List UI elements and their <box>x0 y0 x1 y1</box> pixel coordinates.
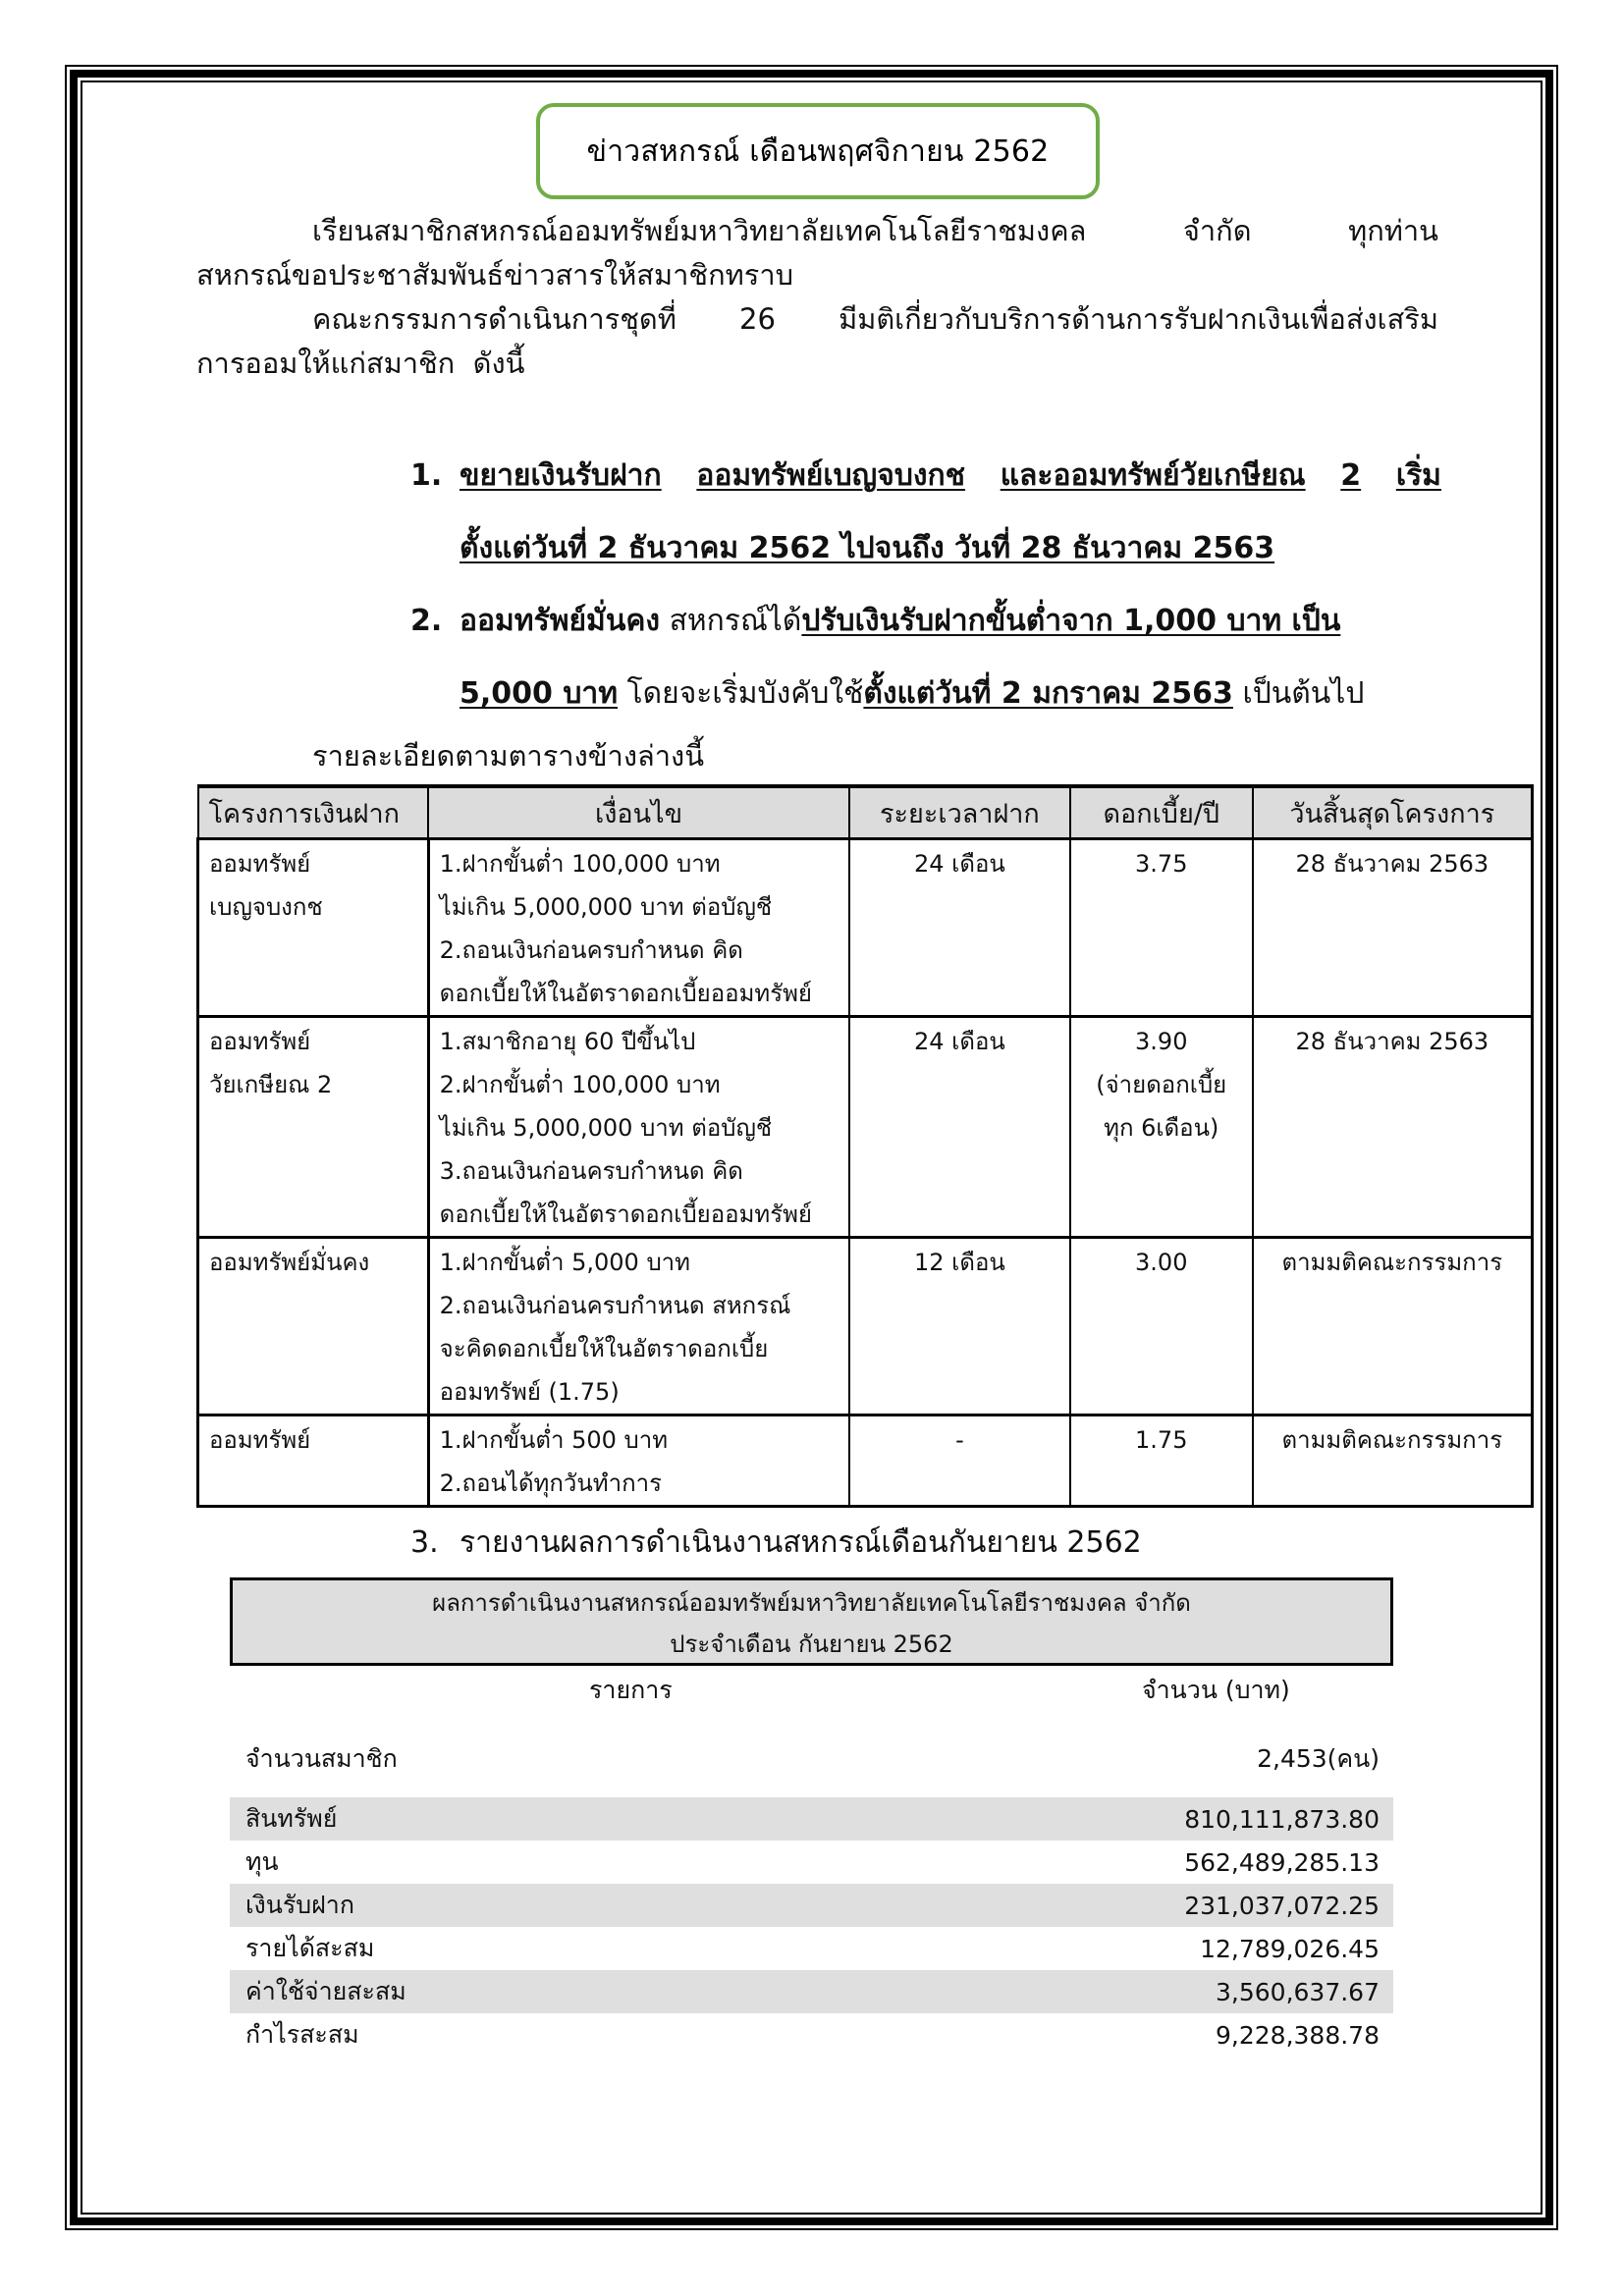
end-date-cell: ตามมติคณะกรรมการ <box>1253 1415 1533 1507</box>
item-text: ตั้งแต่วันที่ 2 ธันวาคม 2562 ไปจนถึง วันที่ 28 ธันวาคม 2563 <box>460 531 1275 565</box>
cell-text: (จ่ายดอกเบี้ย <box>1096 1071 1227 1098</box>
cell-text: ดอกเบี้ยให้ในอัตราดอกเบี้ยออมทรัพย์ <box>439 1201 812 1228</box>
cell-text: 1.ฝากขั้นต่ำ 100,000 บาท <box>439 850 721 878</box>
conditions-cell <box>428 1017 849 1238</box>
project-cell <box>198 1238 429 1415</box>
item-text: ขยายเงินรับฝาก <box>460 458 662 493</box>
item-text: โดยจะเริ่มบังคับใช้ <box>618 676 864 711</box>
newsletter-title: ข่าวสหกรณ์ เดือนพฤศจิกายน 2562 <box>586 133 1050 169</box>
cell-text: จะคิดดอกเบี้ยให้ในอัตราดอกเบี้ย <box>439 1335 769 1362</box>
intro-text: ทุกท่าน <box>1348 214 1438 247</box>
intro-text: คณะกรรมการดำเนินการชุดที่ <box>312 302 677 336</box>
column-header: ดอกเบี้ย/ปี <box>1070 786 1253 839</box>
summary-value: 12,789,026.45 <box>1200 1934 1380 1963</box>
summary-label: กำไรสะสม <box>245 2020 359 2049</box>
cell-text: 2.ถอนเงินก่อนครบกำหนด สหกรณ์ <box>439 1292 791 1319</box>
cell-text: 3.90 <box>1135 1028 1188 1055</box>
conditions-cell <box>428 1238 849 1415</box>
term-cell: 24 เดือน <box>849 1017 1070 1238</box>
table-header-row <box>198 786 1533 839</box>
project-cell <box>198 839 429 1017</box>
summary-label: รายได้สะสม <box>245 1934 375 1962</box>
project-cell <box>198 1415 429 1507</box>
rate-cell <box>1070 839 1253 1017</box>
item-text: ปรับเงินรับฝากขั้นต่ำจาก 1,000 บาท เป็น <box>801 604 1341 638</box>
item-text: ตั้งแต่วันที่ 2 มกราคม 2563 <box>863 676 1233 711</box>
cell-text: เบญจบงกช <box>209 893 323 921</box>
cell-text: ออมทรัพย์ <box>209 1426 311 1454</box>
conditions-cell <box>428 839 849 1017</box>
summary-value: 9,228,388.78 <box>1216 2020 1380 2050</box>
table-row <box>198 1415 1533 1507</box>
item-text: เป็นต้นไป <box>1232 676 1365 711</box>
rate-cell <box>1070 1238 1253 1415</box>
item-text: 5,000 บาท <box>460 676 619 711</box>
summary-label: ค่าใช้จ่ายสะสม <box>245 1977 406 2005</box>
item-number: 2. <box>410 604 443 638</box>
summary-members-row <box>230 1737 1393 1781</box>
cell-text: ทุก 6เดือน) <box>1104 1114 1219 1142</box>
summary-row <box>230 1841 1393 1884</box>
end-date-cell: ตามมติคณะกรรมการ <box>1253 1238 1533 1415</box>
term-cell: 24 เดือน <box>849 839 1070 1017</box>
rate-cell <box>1070 1415 1253 1507</box>
summary-period: ประจำเดือน กันยายน 2562 <box>670 1630 953 1658</box>
term-cell: 12 เดือน <box>849 1238 1070 1415</box>
project-cell <box>198 1017 429 1238</box>
summary-label: เงินรับฝาก <box>245 1891 354 1919</box>
cell-text: 1.75 <box>1135 1426 1188 1454</box>
cell-text: 2.ฝากขั้นต่ำ 100,000 บาท <box>439 1071 721 1098</box>
item-text: 2 <box>1340 458 1362 493</box>
summary-row <box>230 1884 1393 1927</box>
cell-text: 3.00 <box>1135 1249 1188 1276</box>
item-1-line-1 <box>460 440 1441 512</box>
section-title: รายงานผลการดำเนินงานสหกรณ์เดือนกันยายน 2562 <box>460 1525 1142 1560</box>
table-row <box>198 1017 1533 1238</box>
intro-line-1 <box>196 209 1438 253</box>
item-2-line-2 <box>460 658 1441 730</box>
summary-label: จำนวนสมาชิก <box>245 1744 398 1773</box>
deposit-programs-table <box>196 784 1534 1508</box>
intro-paragraph <box>196 209 1438 386</box>
announcement-item-2 <box>410 585 1441 730</box>
item-text: ออมทรัพย์เบญจบงกช <box>696 458 966 493</box>
item-1-line-2 <box>460 512 1441 585</box>
cell-text: 1.ฝากขั้นต่ำ 500 บาท <box>439 1426 669 1454</box>
column-header: โครงการเงินฝาก <box>198 786 429 839</box>
newsletter-title-box <box>536 103 1100 199</box>
cell-text: ออมทรัพย์ (1.75) <box>439 1378 620 1406</box>
cell-text: วัยเกษียณ 2 <box>209 1071 333 1098</box>
table-row <box>198 1238 1533 1415</box>
summary-col-amount: จำนวน (บาท) <box>1142 1676 1290 1704</box>
summary-row <box>230 2013 1393 2056</box>
intro-text: จำกัด <box>1182 214 1252 247</box>
summary-row <box>230 1970 1393 2013</box>
conditions-cell <box>428 1415 849 1507</box>
summary-value: 810,111,873.80 <box>1184 1804 1380 1834</box>
summary-title: ผลการดำเนินงานสหกรณ์ออมทรัพย์มหาวิทยาลัยเทคโนโลยีราชมงคล จำกัด <box>432 1589 1191 1617</box>
cell-text: ออมทรัพย์ <box>209 850 311 878</box>
cell-text: ออมทรัพย์มั่นคง <box>209 1249 370 1276</box>
intro-line-4: การออมให้แก่สมาชิก ดังนี้ <box>196 347 525 380</box>
summary-label: สินทรัพย์ <box>245 1804 338 1833</box>
column-header: วันสิ้นสุดโครงการ <box>1253 786 1533 839</box>
summary-row <box>230 1927 1393 1970</box>
cell-text: 1.ฝากขั้นต่ำ 5,000 บาท <box>439 1249 690 1276</box>
cell-text: 2.ถอนเงินก่อนครบกำหนด คิด <box>439 936 743 964</box>
cell-text: 2.ถอนได้ทุกวันทำการ <box>439 1469 662 1497</box>
intro-line-3 <box>196 297 1438 342</box>
cell-text: ไม่เกิน 5,000,000 บาท ต่อบัญชี <box>439 893 773 921</box>
intro-line-2: สหกรณ์ขอประชาสัมพันธ์ข่าวสารให้สมาชิกทราบ <box>196 258 794 292</box>
announcement-item-1 <box>410 440 1441 585</box>
column-header: ระยะเวลาฝาก <box>849 786 1070 839</box>
item-text: สหกรณ์ได้ <box>660 604 802 638</box>
item-text: ออมทรัพย์มั่นคง <box>460 604 661 638</box>
rate-cell <box>1070 1017 1253 1238</box>
item-text: และออมทรัพย์วัยเกษียณ <box>1000 458 1306 493</box>
summary-value: 231,037,072.25 <box>1184 1891 1380 1920</box>
section-number: 3. <box>410 1525 439 1560</box>
column-header: เงื่อนไข <box>428 786 849 839</box>
table-row <box>198 839 1533 1017</box>
summary-label: ทุน <box>245 1847 279 1876</box>
cell-text: ดอกเบี้ยให้ในอัตราดอกเบี้ยออมทรัพย์ <box>439 980 812 1007</box>
announcement-list <box>410 440 1441 730</box>
item-2-line-1 <box>460 585 1441 658</box>
summary-header-box <box>230 1577 1393 1666</box>
summary-value: 3,560,637.67 <box>1216 1977 1380 2006</box>
section-3-heading <box>410 1520 1142 1567</box>
cell-text: ออมทรัพย์ <box>209 1028 311 1055</box>
cell-text: 3.ถอนเงินก่อนครบกำหนด คิด <box>439 1157 743 1185</box>
intro-text: เรียนสมาชิกสหกรณ์ออมทรัพย์มหาวิทยาลัยเทคโนโลยีราชมงคล <box>312 214 1087 247</box>
end-date-cell: 28 ธันวาคม 2563 <box>1253 839 1533 1017</box>
cell-text: 1.สมาชิกอายุ 60 ปีขึ้นไป <box>439 1028 696 1055</box>
item-text: เริ่ม <box>1395 458 1441 493</box>
item-number: 1. <box>410 458 443 493</box>
cell-text: 3.75 <box>1135 850 1188 878</box>
summary-value: 2,453(คน) <box>1257 1744 1380 1773</box>
cell-text: ไม่เกิน 5,000,000 บาท ต่อบัญชี <box>439 1114 773 1142</box>
term-cell: - <box>849 1415 1070 1507</box>
intro-text: มีมติเกี่ยวกับบริการด้านการรับฝากเงินเพื่อส่งเสริม <box>839 302 1438 336</box>
summary-value: 562,489,285.13 <box>1184 1847 1380 1877</box>
end-date-cell: 28 ธันวาคม 2563 <box>1253 1017 1533 1238</box>
table-caption: รายละเอียดตามตารางข้างล่างนี้ <box>312 739 705 773</box>
intro-text: 26 <box>739 302 776 336</box>
summary-row <box>230 1797 1393 1841</box>
summary-col-item: รายการ <box>589 1676 673 1704</box>
